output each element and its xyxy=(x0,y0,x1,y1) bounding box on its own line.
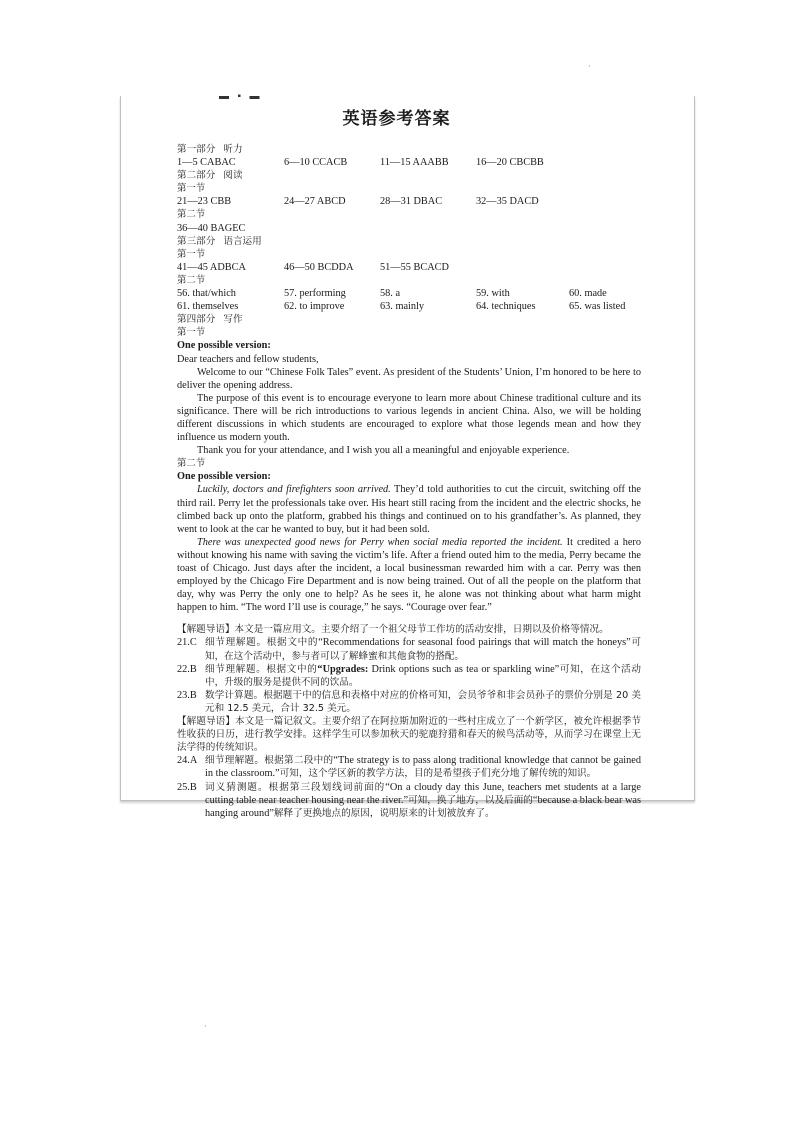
part-heading xyxy=(177,169,641,182)
answer-cell: 6—10 CCACB xyxy=(284,157,348,169)
passage-guide: 【解题导语】本文是一篇记叙文。主要介绍了在阿拉斯加附近的一些村庄成立了一个新学区，被允许根据季节性收获的日历，进行教学安排。这样学生可以参加秋天的驼鹿狩猎和春天的候鸟活动等，从而学习在课堂上无法学得的传统知识。 xyxy=(177,716,641,754)
page-title: 英语参考答案 xyxy=(342,109,451,128)
answer-cell: 64. techniques xyxy=(476,301,536,313)
answer-row xyxy=(177,156,641,169)
scan-edge-marks: ▬ ▪ ▬ xyxy=(219,91,263,102)
expl-text: 细节理解题。根据文中的 xyxy=(205,637,319,649)
explanation-item xyxy=(177,754,641,780)
answer-cell: 16—20 CBCBB xyxy=(476,157,544,169)
expl-text: 可知，这个学区新的教学方法，目的是希望孩子们充分地了解传统的知识。 xyxy=(279,768,597,780)
answer-cell: 56. that/which xyxy=(177,288,236,300)
scan-speck: · xyxy=(204,1022,207,1031)
answer-cell: 46—50 BCDDA xyxy=(284,261,354,273)
part-label: 第四部分 xyxy=(177,314,216,326)
section-heading: 第二节 xyxy=(177,274,206,286)
expl-text: 可知，在这个活动中，升级的服务是提供不同的饮品。 xyxy=(205,663,641,688)
section-heading: 第二节 xyxy=(177,209,206,221)
part-label: 第二部分 xyxy=(177,170,216,182)
item-number: 22.B xyxy=(177,663,197,675)
answer-cell: 1—5 CABAC xyxy=(177,157,236,169)
expl-text: 数学计算题。根据题干中的信息和表格中对应的价格可知，会员爷爷和非会员孙子的票价分别是 20 美元和 12.5 美元，合计 32.5 美元。 xyxy=(205,689,641,714)
answer-row xyxy=(177,195,641,208)
answer-row: 36—40 BAGEC xyxy=(177,222,246,234)
part-name: 语言运用 xyxy=(223,235,262,247)
answer-cell: 61. themselves xyxy=(177,301,239,313)
story-opening-sentence: Luckily, doctors and firefighters soon arrived. xyxy=(197,484,391,496)
letter-paragraph: Welcome to our “Chinese Folk Tales” event. As president of the Students’ Union, I’m honored to be here to deliver the opening address. xyxy=(177,366,641,391)
answer-cell: 57. performing xyxy=(284,288,346,300)
letter-paragraph: The purpose of this event is to encourage everyone to learn more about Chinese traditional culture and its significance. There will be rich introductions to various legends in ancient China. Also, we will be holding different discussions in which students are encouraged to explore what those legends mean and how they influence us modern youth. xyxy=(177,392,641,444)
expl-quote: “The strategy is to pass along traditional knowledge that cannot be gained in the classroom.” xyxy=(205,755,641,780)
expl-quote-bold: “Upgrades: xyxy=(317,663,369,675)
passage-guide: 【解题导语】本文是一篇应用文。主要介绍了一个祖父母节工作坊的活动安排，日期以及价格等情况。 xyxy=(177,624,609,636)
expl-quote: “Recommendations for seasonal food pairings that will match the honeys” xyxy=(318,637,631,649)
story-opening-sentence: There was unexpected good news for Perry when social media reported the incident. xyxy=(197,536,563,548)
explanation-item xyxy=(177,663,641,689)
expl-text: 细节理解题。根据文中的 xyxy=(205,663,318,675)
answer-cell: 63. mainly xyxy=(380,301,425,313)
expl-text: 可知，换了地方，以及后面的 xyxy=(408,794,533,806)
part-heading xyxy=(177,235,641,248)
answer-cell: 59. with xyxy=(476,288,510,300)
letter-paragraph: Thank you for your attendance, and I wish you all a meaningful and enjoyable experience. xyxy=(197,445,570,457)
expl-text: 细节理解题。根据第二段中的 xyxy=(205,755,334,767)
answer-cell: 65. was listed xyxy=(569,301,626,313)
version-label: One possible version: xyxy=(177,471,271,483)
answer-cell: 60. made xyxy=(569,288,607,300)
part-label: 第一部分 xyxy=(177,144,216,155)
expl-text: 词义猜测题。根据第三段划线词前面的 xyxy=(205,781,386,793)
version-label: One possible version: xyxy=(177,340,271,352)
part-name: 听力 xyxy=(223,144,243,155)
scan-speck: · xyxy=(588,62,591,71)
answer-cell: 58. a xyxy=(380,288,401,300)
answer-content xyxy=(177,143,641,820)
answer-row xyxy=(177,261,641,274)
story-paragraph xyxy=(177,536,641,615)
section-heading: 第二节 xyxy=(177,458,206,470)
section-heading: 第一节 xyxy=(177,248,206,260)
expl-text: 解释了更换地点的原因，说明原来的计划被放弃了。 xyxy=(273,807,495,819)
explanations xyxy=(177,623,641,819)
explanation-item xyxy=(177,636,641,662)
expl-text: 可知，在这个活动中，参与者可以了解蜂蜜和其他食物的搭配。 xyxy=(205,637,641,662)
part-name: 阅读 xyxy=(223,170,243,182)
answer-cell: 21—23 CBB xyxy=(177,196,232,208)
section-heading: 第一节 xyxy=(177,183,206,195)
part-heading xyxy=(177,143,641,156)
answer-cell: 62. to improve xyxy=(284,301,345,313)
explanation-item xyxy=(177,781,641,820)
explanation-item xyxy=(177,689,641,715)
expl-quote: Drink options such as tea or sparkling wine” xyxy=(368,663,560,675)
answer-cell: 41—45 ADBCA xyxy=(177,261,246,273)
part-heading xyxy=(177,313,641,326)
story-paragraph xyxy=(177,483,641,535)
answer-cell: 32—35 DACD xyxy=(476,196,539,208)
answer-cell: 24—27 ABCD xyxy=(284,196,346,208)
answer-row xyxy=(177,287,641,300)
answer-cell: 51—55 BCACD xyxy=(380,261,449,273)
expl-quote: “because a black bear was hanging around” xyxy=(205,794,641,819)
part-label: 第三部分 xyxy=(177,235,216,247)
item-number: 21.C xyxy=(177,637,197,649)
story-text: It credited a hero without knowing his name with saving the victim’s life. After a friend outed him to the media, Perry became the toast of Chicago. Just days after the incident, a local businessman rewarded him with a car. Perry was then employed by the Chicago Fire Department and is now being trained. Out of all the people on the platform that day, why was Perry the only one to help? As he sees it, he alone was not thinking about what harm might happen to him. “The word I’ll use is courage,” he says. “Courage over fear.” xyxy=(177,536,641,614)
item-number: 24.A xyxy=(177,755,198,767)
section-heading: 第一节 xyxy=(177,327,206,339)
letter-greeting: Dear teachers and fellow students, xyxy=(177,353,319,365)
part-name: 写作 xyxy=(223,314,243,326)
expl-quote: “On a cloudy day this June, teachers met students at a large cutting table near teacher housing near the river.” xyxy=(205,781,641,806)
item-number: 25.B xyxy=(177,781,197,793)
answer-row xyxy=(177,300,641,313)
answer-cell: 11—15 AAABB xyxy=(380,157,449,169)
item-number: 23.B xyxy=(177,689,197,701)
story-text: They’d told authorities to cut the circuit, switching off the third rail. Perry let the professionals take over. His heart still racing from the incident and the electric shocks, he climbed back up onto the platform, grabbed his things and continued on to his grandfather’s. As planned, they went to look at the car he wanted to buy, but it had been sold. xyxy=(177,484,641,535)
answer-cell: 28—31 DBAC xyxy=(380,196,443,208)
